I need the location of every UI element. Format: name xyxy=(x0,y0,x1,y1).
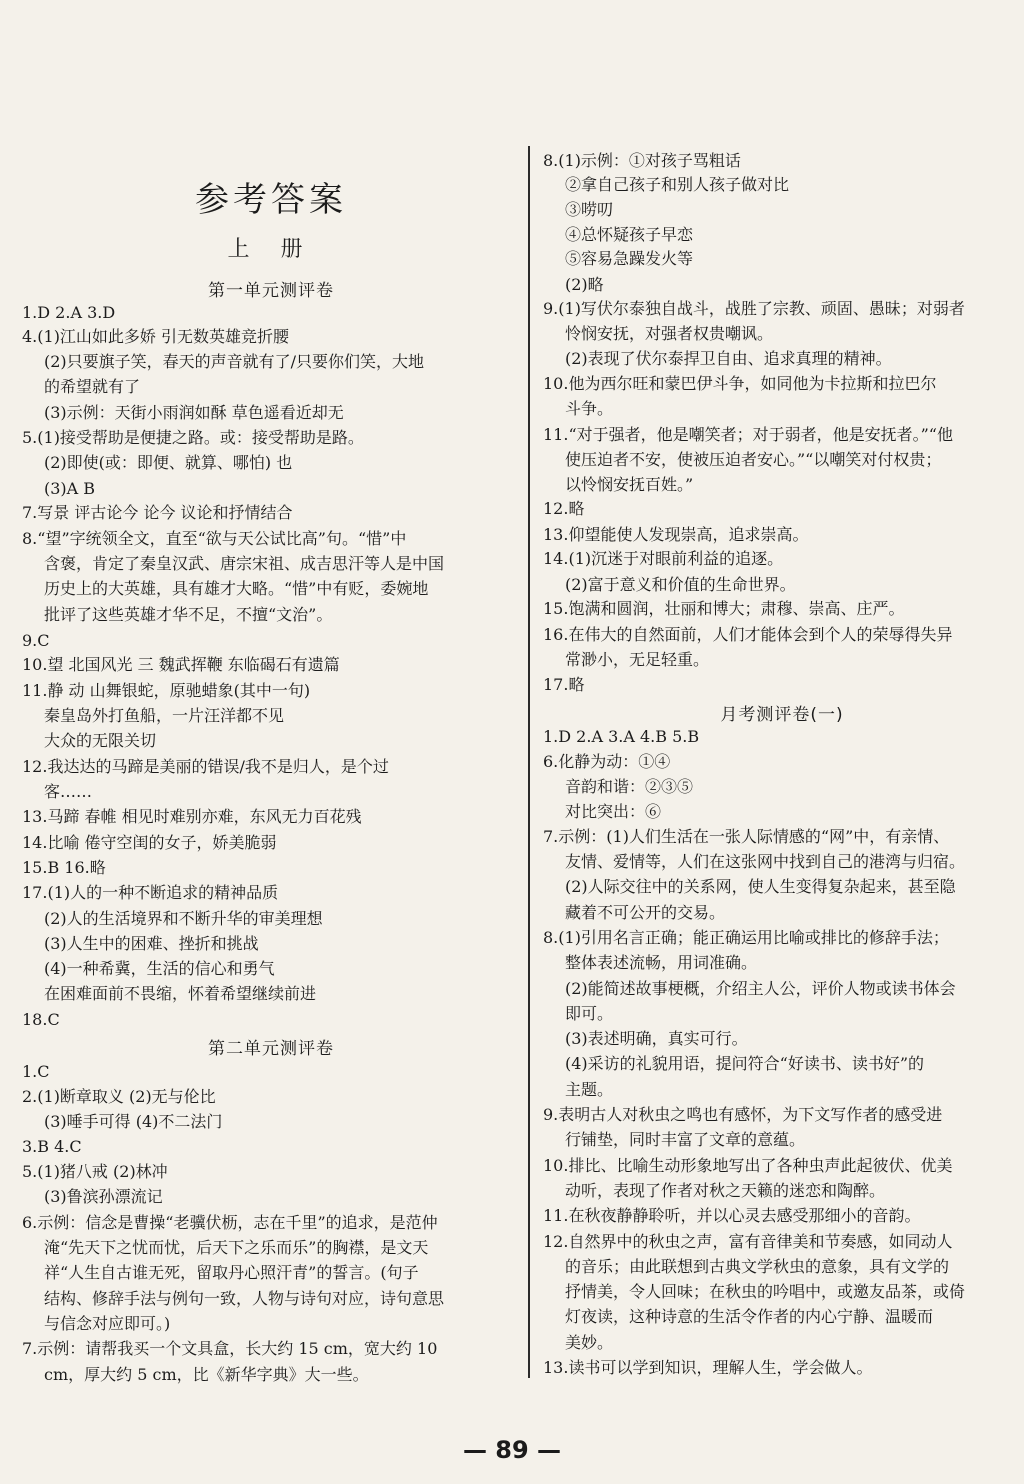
answer-line: 友情、爱情等，人们在这张网中找到自己的港湾与归宿。 xyxy=(565,852,966,871)
section-title-unit2: 第二单元测评卷 xyxy=(208,1039,334,1059)
answer-line: 6.化静为动：①④ xyxy=(543,752,671,771)
answer-line: 15.饱满和圆润，壮丽和博大；肃穆、崇高、庄严。 xyxy=(543,599,905,618)
answer-line: (4)采访的礼貌用语，提问符合“好读书、读书好”的 xyxy=(565,1054,925,1073)
answer-line: 1.C xyxy=(22,1062,50,1081)
answer-line: 16.在伟大的自然面前，人们才能体会到个人的荣辱得失异 xyxy=(543,625,953,644)
answer-line: 5.(1)接受帮助是便捷之路。或：接受帮助是路。 xyxy=(22,428,364,447)
answer-line: 5.(1)猪八戒 (2)林冲 xyxy=(22,1162,168,1181)
answer-line: 9.(1)写伏尔泰独自战斗，战胜了宗教、顽固、愚昧；对弱者 xyxy=(543,299,965,318)
answer-line: (2)表现了伏尔泰捍卫自由、追求真理的精神。 xyxy=(565,349,892,368)
answer-line: 10.他为西尔旺和蒙巴伊斗争，如同他为卡拉斯和拉巴尔 xyxy=(543,374,937,393)
answer-line: 怜悯安抚，对强者权贵嘲讽。 xyxy=(565,324,774,343)
answer-line: (3)人生中的困难、挫折和挑战 xyxy=(44,934,259,953)
answer-line: (2)富于意义和价值的生命世界。 xyxy=(565,575,796,594)
answer-line: 结构、修辞手法与例句一致，人物与诗句对应，诗句意思 xyxy=(44,1289,445,1308)
answer-line: ⑤容易急躁发火等 xyxy=(565,249,694,268)
volume-title: 上 册 xyxy=(227,237,315,262)
answer-line: 8.(1)引用名言正确；能正确运用比喻或排比的修辞手法； xyxy=(543,928,949,947)
answer-line: 藏着不可公开的交易。 xyxy=(565,903,726,922)
answer-line: 12.略 xyxy=(543,499,585,518)
answer-line: (4)一种希冀，生活的信心和勇气 xyxy=(44,959,275,978)
answer-line: 10.排比、比喻生动形象地写出了各种虫声此起彼伏、优美 xyxy=(543,1156,953,1175)
answer-line: 历史上的大英雄，具有雄才大略。“惜”中有贬，委婉地 xyxy=(44,579,429,598)
answer-line: 常渺小，无足轻重。 xyxy=(565,650,710,669)
answer-line: (2)只要旗子笑，春天的声音就有了/只要你们笑，大地 xyxy=(44,352,425,371)
answer-line: 2.(1)断章取义 (2)无与伦比 xyxy=(22,1087,216,1106)
answer-line: (3)表述明确，真实可行。 xyxy=(565,1029,748,1048)
answer-line: 7.写景 评古论今 论今 议论和抒情结合 xyxy=(22,503,293,522)
answer-line: 抒情美，令人回味；在秋虫的吟唱中，或邀友品茶，或倚 xyxy=(565,1282,966,1301)
answer-line: (2)略 xyxy=(565,275,604,294)
answer-line: (2)人的生活境界和不断升华的审美理想 xyxy=(44,909,323,928)
answer-line: 大众的无限关切 xyxy=(44,731,157,750)
answer-line: 与信念对应即可。) xyxy=(44,1314,171,1333)
answer-line: 灯夜读，这种诗意的生活令作者的内心宁静、温暖而 xyxy=(565,1307,934,1326)
answer-line: 以怜悯安抚百姓。” xyxy=(565,475,694,494)
answer-line: 的音乐；由此联想到古典文学秋虫的意象，具有文学的 xyxy=(565,1257,950,1276)
column-divider xyxy=(528,146,530,1378)
answer-line: 美妙。 xyxy=(565,1333,614,1352)
answer-line: 15.B 16.略 xyxy=(22,858,106,877)
answer-line: 17.(1)人的一种不断追求的精神品质 xyxy=(22,883,279,902)
answer-line: 7.示例：请帮我买一个文具盒，长大约 15 cm，宽大约 10 xyxy=(22,1339,438,1358)
answer-line: cm，厚大约 5 cm，比《新华字典》大一些。 xyxy=(44,1365,369,1384)
answer-line: (2)人际交往中的关系网，使人生变得复杂起来，甚至隐 xyxy=(565,877,956,896)
answer-line: (3)唾手可得 (4)不二法门 xyxy=(44,1112,223,1131)
answer-line: 8.“望”字统领全文，直至“欲与天公试比高”句。“惜”中 xyxy=(22,529,407,548)
answer-line: 11.在秋夜静静聆听，并以心灵去感受那细小的音韵。 xyxy=(543,1206,921,1225)
answer-line: 13.马蹄 春帷 相见时难别亦难，东风无力百花残 xyxy=(22,807,362,826)
answer-line: 1.D 2.A 3.D xyxy=(22,303,116,322)
answer-line: 9.表明古人对秋虫之鸣也有感怀，为下文写作者的感受进 xyxy=(543,1105,943,1124)
section-title-monthly-test: 月考测评卷(一) xyxy=(720,705,844,725)
page-title: 参考答案 xyxy=(195,180,347,220)
answer-line: 11.“对于强者，他是嘲笑者；对于弱者，他是安抚者。”“他 xyxy=(543,425,953,444)
answer-line: 12.我达达的马蹄是美丽的错误/我不是归人，是个过 xyxy=(22,757,389,776)
answer-line: 9.C xyxy=(22,631,50,650)
answer-line: 6.示例：信念是曹操“老骥伏枥，志在千里”的追求，是范仲 xyxy=(22,1213,438,1232)
answer-line: 祥“人生自古谁无死，留取丹心照汗青”的誓言。(句子 xyxy=(44,1263,419,1282)
answer-line: 使压迫者不安，使被压迫者安心。”“以嘲笑对付权贵； xyxy=(565,450,942,469)
answer-line: 客…… xyxy=(44,782,93,801)
answer-line: 13.仰望能使人发现崇高，追求崇高。 xyxy=(543,525,809,544)
answer-line: 3.B 4.C xyxy=(22,1137,82,1156)
answer-line: 即可。 xyxy=(565,1004,614,1023)
answer-line: 18.C xyxy=(22,1010,60,1029)
answer-line: 8.(1)示例：①对孩子骂粗话 xyxy=(543,151,741,170)
answer-line: 秦皇岛外打鱼船，一片汪洋都不见 xyxy=(44,706,285,725)
answer-line: 淹“先天下之忧而忧，后天下之乐而乐”的胸襟，是文天 xyxy=(44,1238,429,1257)
answer-line: (3)A B xyxy=(44,479,96,498)
answer-line: (3)鲁滨孙漂流记 xyxy=(44,1187,163,1206)
answer-line: ③唠叨 xyxy=(565,200,614,219)
answer-line: 17.略 xyxy=(543,675,585,694)
answer-line: 的希望就有了 xyxy=(44,377,141,396)
answer-line: 14.(1)沉迷于对眼前利益的追逐。 xyxy=(543,549,784,568)
answer-line: 音韵和谐：②③⑤ xyxy=(565,777,694,796)
answer-line: 动听，表现了作者对秋之天籁的迷恋和陶醉。 xyxy=(565,1181,886,1200)
answer-line: 14.比喻 倦守空闺的女子，娇美脆弱 xyxy=(22,833,277,852)
page-number: — 89 — xyxy=(462,1436,562,1464)
section-title-unit1: 第一单元测评卷 xyxy=(208,281,334,301)
answer-line: 批评了这些英雄才华不足，不擅“文治”。 xyxy=(44,605,333,624)
answer-line: 整体表述流畅，用词准确。 xyxy=(565,953,758,972)
answer-line: 7.示例：(1)人们生活在一张人际情感的“网”中，有亲情、 xyxy=(543,827,950,846)
answer-line: 行铺垫，同时丰富了文章的意蕴。 xyxy=(565,1130,806,1149)
answer-line: 对比突出：⑥ xyxy=(565,802,662,821)
answer-line: 1.D 2.A 3.A 4.B 5.B xyxy=(543,727,700,746)
answer-line: ④总怀疑孩子早恋 xyxy=(565,225,694,244)
answer-line: 主题。 xyxy=(565,1080,614,1099)
answer-line: 含褒，肯定了秦皇汉武、唐宗宋祖、成吉思汗等人是中国 xyxy=(44,554,445,573)
answer-line: ②拿自己孩子和别人孩子做对比 xyxy=(565,175,790,194)
answer-line: 10.望 北国风光 三 魏武挥鞭 东临碣石有遗篇 xyxy=(22,655,340,674)
answer-line: 12.自然界中的秋虫之声，富有音律美和节奏感，如同动人 xyxy=(543,1232,953,1251)
answer-line: 4.(1)江山如此多娇 引无数英雄竞折腰 xyxy=(22,327,290,346)
answer-line: 在困难面前不畏缩，怀着希望继续前进 xyxy=(44,984,317,1003)
answer-line: 11.静 动 山舞银蛇，原驰蜡象(其中一句) xyxy=(22,681,311,700)
answer-line: (3)示例：天街小雨润如酥 草色遥看近却无 xyxy=(44,403,344,422)
answer-line: 斗争。 xyxy=(565,399,614,418)
answer-line: (2)能简述故事梗概，介绍主人公，评价人物或读书体会 xyxy=(565,979,956,998)
answer-line: 13.读书可以学到知识，理解人生，学会做人。 xyxy=(543,1358,873,1377)
answer-line: (2)即使(或：即便、就算、哪怕) 也 xyxy=(44,453,293,472)
